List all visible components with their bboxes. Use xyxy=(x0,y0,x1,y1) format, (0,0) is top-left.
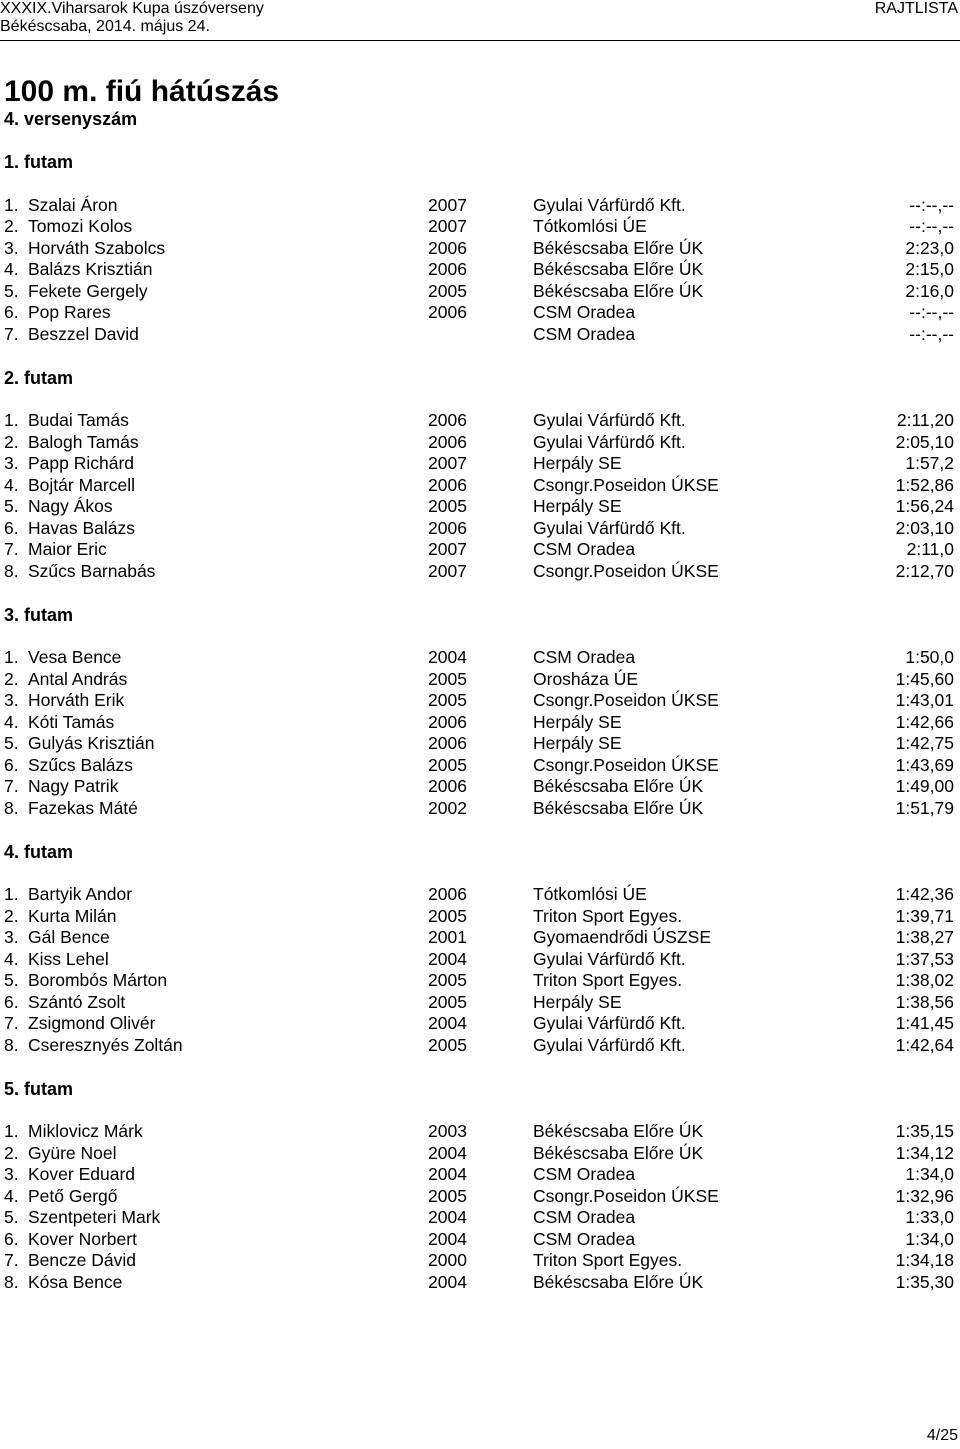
swimmer-name: Bencze Dávid xyxy=(28,1250,136,1270)
table-row xyxy=(4,647,956,669)
club-name: Tótkomlósi ÚE xyxy=(533,884,647,904)
competition-date-place: Békéscsaba, 2014. május 24. xyxy=(0,18,210,35)
birth-year: 2004 xyxy=(428,1013,467,1033)
lane-number: 6. xyxy=(4,302,19,322)
entry-time: 1:52,86 xyxy=(895,474,954,495)
birth-year: 2005 xyxy=(428,1185,467,1206)
swimmer-name: Bojtár Marcell xyxy=(28,474,135,495)
swimmer-name: Zsigmond Olivér xyxy=(28,1013,156,1033)
swimmer-name: Kover Norbert xyxy=(28,1228,137,1249)
swimmer-name: Kóti Tamás xyxy=(28,711,115,732)
birth-year: 2005 xyxy=(428,668,467,689)
birth-year: 2002 xyxy=(428,797,467,818)
club-name: Triton Sport Egyes. xyxy=(533,1250,683,1270)
swimmer-name: Havas Balázs xyxy=(28,517,135,538)
table-row xyxy=(4,970,956,992)
club-name: Csongr.Poseidon ÚKSE xyxy=(533,1185,719,1206)
lane-number: 2. xyxy=(4,905,19,926)
birth-year: 2001 xyxy=(428,927,467,947)
document-type: RAJTLISTA xyxy=(874,0,958,17)
club-name: Triton Sport Egyes. xyxy=(533,905,683,926)
club-name: Békéscsaba Előre ÚK xyxy=(533,280,704,301)
entry-time: 1:33,0 xyxy=(905,1207,954,1227)
lane-number: 4. xyxy=(4,711,19,732)
table-row xyxy=(4,518,956,540)
lane-number: 2. xyxy=(4,1142,19,1163)
entry-time: 1:42,64 xyxy=(895,1034,954,1055)
table-row xyxy=(4,1164,956,1186)
entry-time: --:--,-- xyxy=(909,216,954,236)
heat-section xyxy=(4,367,956,583)
heat-title: 1. futam xyxy=(4,152,74,172)
lane-number: 6. xyxy=(4,991,19,1012)
birth-year: 2006 xyxy=(428,711,467,732)
club-name: Triton Sport Egyes. xyxy=(533,970,683,990)
club-name: Herpály SE xyxy=(533,991,622,1012)
entry-time: 1:51,79 xyxy=(895,797,954,818)
entry-time: 2:16,0 xyxy=(905,280,954,301)
birth-year: 2007 xyxy=(428,194,467,215)
lane-number: 7. xyxy=(4,1250,19,1270)
entry-time: 1:43,69 xyxy=(895,754,954,775)
birth-year: 2007 xyxy=(428,560,467,581)
heat-title: 3. futam xyxy=(4,604,74,625)
lane-number: 1. xyxy=(4,194,19,215)
club-name: Gyulai Várfürdő Kft. xyxy=(533,194,686,215)
birth-year: 2000 xyxy=(428,1250,467,1270)
swimmer-name: Kurta Milán xyxy=(28,905,117,926)
lane-number: 8. xyxy=(4,797,19,818)
club-name: Békéscsaba Előre ÚK xyxy=(533,259,704,279)
entry-time: 1:35,15 xyxy=(895,1121,954,1141)
heat-section xyxy=(4,1078,956,1294)
birth-year: 2005 xyxy=(428,970,467,990)
entry-time: 2:23,0 xyxy=(905,237,954,258)
club-name: CSM Oradea xyxy=(533,302,636,322)
lane-number: 3. xyxy=(4,1164,19,1184)
table-row xyxy=(4,927,956,949)
table-row xyxy=(4,1013,956,1035)
heat-title: 5. futam xyxy=(4,1078,74,1099)
club-name: Gyulai Várfürdő Kft. xyxy=(533,1034,686,1055)
birth-year: 2006 xyxy=(428,474,467,495)
lane-number: 7. xyxy=(4,323,19,344)
swimmer-name: Kover Eduard xyxy=(28,1164,136,1184)
club-name: Békéscsaba Előre ÚK xyxy=(533,797,704,818)
entry-time: 1:34,0 xyxy=(905,1228,954,1249)
birth-year: 2007 xyxy=(428,453,467,473)
club-name: CSM Oradea xyxy=(533,323,636,344)
birth-year: 2004 xyxy=(428,1271,467,1292)
lane-number: 1. xyxy=(4,647,19,667)
table-row xyxy=(4,302,956,324)
lane-number: 5. xyxy=(4,970,19,990)
birth-year: 2006 xyxy=(428,776,467,796)
table-row xyxy=(4,561,956,583)
table-row xyxy=(4,324,956,346)
entry-time: 2:12,70 xyxy=(895,560,954,581)
table-row xyxy=(4,195,956,217)
swimmer-name: Bartyik Andor xyxy=(28,884,133,904)
table-row xyxy=(4,1272,956,1294)
birth-year: 2006 xyxy=(428,431,467,452)
club-name: Csongr.Poseidon ÚKSE xyxy=(533,754,719,775)
lane-number: 5. xyxy=(4,280,19,301)
birth-year: 2005 xyxy=(428,496,467,516)
club-name: Tótkomlósi ÚE xyxy=(533,216,647,236)
table-row xyxy=(4,733,956,755)
swimmer-name: Nagy Patrik xyxy=(28,776,119,796)
event-title: 100 m. fiú hátúszás xyxy=(4,75,280,108)
birth-year: 2006 xyxy=(428,410,467,430)
entry-time: 1:42,36 xyxy=(895,884,954,904)
swimmer-name: Maior Eric xyxy=(28,539,107,559)
table-row xyxy=(4,906,956,928)
swimmer-name: Cseresznyés Zoltán xyxy=(28,1034,183,1055)
entry-time: 2:15,0 xyxy=(905,259,954,279)
lane-number: 5. xyxy=(4,496,19,516)
club-name: Gyulai Várfürdő Kft. xyxy=(533,517,686,538)
birth-year: 2006 xyxy=(428,884,467,904)
table-row xyxy=(4,432,956,454)
entry-time: --:--,-- xyxy=(909,194,954,215)
lane-number: 1. xyxy=(4,1121,19,1141)
club-name: Herpály SE xyxy=(533,496,622,516)
swimmer-name: Tomozi Kolos xyxy=(28,216,133,236)
lane-number: 1. xyxy=(4,410,19,430)
club-name: CSM Oradea xyxy=(533,1228,636,1249)
birth-year: 2005 xyxy=(428,991,467,1012)
heat-section xyxy=(4,841,956,1057)
birth-year: 2006 xyxy=(428,259,467,279)
heat-title: 2. futam xyxy=(4,367,74,388)
club-name: Békéscsaba Előre ÚK xyxy=(533,237,704,258)
entry-time: 2:03,10 xyxy=(895,517,954,538)
birth-year: 2004 xyxy=(428,948,467,969)
table-row xyxy=(4,1229,956,1251)
club-name: Gyulai Várfürdő Kft. xyxy=(533,431,686,452)
entry-time: 1:56,24 xyxy=(895,496,954,516)
entry-time: --:--,-- xyxy=(909,302,954,322)
club-name: Herpály SE xyxy=(533,453,622,473)
club-name: Herpály SE xyxy=(533,733,622,753)
swimmer-name: Fazekas Máté xyxy=(28,797,138,818)
swimmer-name: Szentpeteri Mark xyxy=(28,1207,161,1227)
swimmer-name: Szűcs Barnabás xyxy=(28,560,156,581)
entry-time: 1:57,2 xyxy=(905,453,954,473)
heat-title: 4. futam xyxy=(4,841,74,862)
entry-time: 1:50,0 xyxy=(905,647,954,667)
swimmer-name: Kiss Lehel xyxy=(28,948,109,969)
lane-number: 8. xyxy=(4,1271,19,1292)
event-number: 4. versenyszám xyxy=(4,109,138,129)
entry-time: 1:38,27 xyxy=(895,927,954,947)
lane-number: 7. xyxy=(4,1013,19,1033)
lane-number: 1. xyxy=(4,884,19,904)
table-row xyxy=(4,669,956,691)
birth-year: 2005 xyxy=(428,690,467,710)
birth-year: 2006 xyxy=(428,517,467,538)
swimmer-name: Pop Rares xyxy=(28,302,111,322)
birth-year: 2005 xyxy=(428,905,467,926)
birth-year: 2007 xyxy=(428,216,467,236)
table-row xyxy=(4,1143,956,1165)
club-name: Gyulai Várfürdő Kft. xyxy=(533,1013,686,1033)
table-row xyxy=(4,712,956,734)
table-row xyxy=(4,453,956,475)
table-row xyxy=(4,798,956,820)
lane-number: 2. xyxy=(4,668,19,689)
lane-number: 6. xyxy=(4,517,19,538)
lane-number: 3. xyxy=(4,237,19,258)
table-row xyxy=(4,1207,956,1229)
swimmer-name: Balázs Krisztián xyxy=(28,259,153,279)
club-name: Csongr.Poseidon ÚKSE xyxy=(533,690,719,710)
entry-time: 2:05,10 xyxy=(895,431,954,452)
lane-number: 4. xyxy=(4,1185,19,1206)
swimmer-name: Budai Tamás xyxy=(28,410,129,430)
club-name: Csongr.Poseidon ÚKSE xyxy=(533,474,719,495)
entry-time: 1:34,0 xyxy=(905,1164,954,1184)
birth-year: 2004 xyxy=(428,1164,467,1184)
swimmer-name: Borombós Márton xyxy=(28,970,168,990)
lane-number: 6. xyxy=(4,754,19,775)
entry-time: 1:35,30 xyxy=(895,1271,954,1292)
entry-time: --:--,-- xyxy=(909,323,954,344)
swimmer-name: Pető Gergő xyxy=(28,1185,118,1206)
lane-number: 3. xyxy=(4,453,19,473)
swimmer-name: Balogh Tamás xyxy=(28,431,139,452)
swimmer-name: Nagy Ákos xyxy=(28,496,113,516)
club-name: Gyulai Várfürdő Kft. xyxy=(533,948,686,969)
table-row xyxy=(4,1035,956,1057)
swimmer-name: Szűcs Balázs xyxy=(28,754,134,775)
swimmer-name: Gál Bence xyxy=(28,927,110,947)
club-name: Herpály SE xyxy=(533,711,622,732)
table-row xyxy=(4,776,956,798)
birth-year: 2004 xyxy=(428,1228,467,1249)
birth-year: 2004 xyxy=(428,1207,467,1227)
swimmer-name: Antal András xyxy=(28,668,128,689)
lane-number: 8. xyxy=(4,1034,19,1055)
table-row xyxy=(4,238,956,260)
entry-time: 1:39,71 xyxy=(895,905,954,926)
table-row xyxy=(4,1121,956,1143)
lane-number: 2. xyxy=(4,431,19,452)
entry-time: 1:34,12 xyxy=(895,1142,954,1163)
swimmer-name: Beszzel David xyxy=(28,323,139,344)
table-row xyxy=(4,992,956,1014)
page-header xyxy=(0,0,960,42)
club-name: Gyulai Várfürdő Kft. xyxy=(533,410,686,430)
club-name: Békéscsaba Előre ÚK xyxy=(533,776,704,796)
entry-time: 1:42,66 xyxy=(895,711,954,732)
table-row xyxy=(4,496,956,518)
entry-time: 1:45,60 xyxy=(895,668,954,689)
club-name: Békéscsaba Előre ÚK xyxy=(533,1271,704,1292)
entry-time: 1:41,45 xyxy=(895,1013,954,1033)
swimmer-name: Szántó Zsolt xyxy=(28,991,126,1012)
birth-year: 2005 xyxy=(428,754,467,775)
table-row xyxy=(4,1250,956,1272)
birth-year: 2005 xyxy=(428,1034,467,1055)
swimmer-name: Miklovicz Márk xyxy=(28,1121,143,1141)
entry-time: 1:43,01 xyxy=(895,690,954,710)
club-name: Békéscsaba Előre ÚK xyxy=(533,1142,704,1163)
heat-section xyxy=(4,604,956,820)
heat-section xyxy=(4,151,956,345)
table-row xyxy=(4,755,956,777)
lane-number: 5. xyxy=(4,733,19,753)
table-row xyxy=(4,884,956,906)
lane-number: 4. xyxy=(4,474,19,495)
table-row xyxy=(4,690,956,712)
swimmer-name: Horváth Szabolcs xyxy=(28,237,166,258)
entry-time: 1:49,00 xyxy=(895,776,954,796)
swimmer-name: Szalai Áron xyxy=(28,194,118,215)
entry-time: 1:32,96 xyxy=(895,1185,954,1206)
birth-year: 2004 xyxy=(428,1142,467,1163)
club-name: Gyomaendrődi ÚSZSE xyxy=(533,927,711,947)
entry-time: 2:11,20 xyxy=(896,410,954,430)
lane-number: 8. xyxy=(4,560,19,581)
lane-number: 4. xyxy=(4,948,19,969)
lane-number: 3. xyxy=(4,927,19,947)
table-row xyxy=(4,539,956,561)
competition-name: XXXIX.Viharsarok Kupa úszóverseny xyxy=(0,0,264,17)
birth-year: 2007 xyxy=(428,539,467,559)
swimmer-name: Gulyás Krisztián xyxy=(28,733,155,753)
swimmer-name: Fekete Gergely xyxy=(28,280,148,301)
club-name: Csongr.Poseidon ÚKSE xyxy=(533,560,719,581)
birth-year: 2006 xyxy=(428,733,467,753)
entry-time: 1:38,56 xyxy=(895,991,954,1012)
heats-list xyxy=(4,151,956,1315)
birth-year: 2006 xyxy=(428,302,467,322)
swimmer-name: Vesa Bence xyxy=(28,647,122,667)
swimmer-name: Horváth Erik xyxy=(28,690,125,710)
table-row xyxy=(4,1186,956,1208)
entry-time: 2:11,0 xyxy=(906,539,954,559)
page-number: 4/25 xyxy=(926,1427,958,1444)
swimmer-name: Papp Richárd xyxy=(28,453,135,473)
table-row xyxy=(4,216,956,238)
birth-year: 2004 xyxy=(428,647,467,667)
lane-number: 5. xyxy=(4,1207,19,1227)
table-row xyxy=(4,475,956,497)
entry-time: 1:42,75 xyxy=(895,733,954,753)
lane-number: 7. xyxy=(4,539,19,559)
table-row xyxy=(4,281,956,303)
header-divider xyxy=(0,40,960,41)
swimmer-name: Kósa Bence xyxy=(28,1271,123,1292)
birth-year: 2005 xyxy=(428,280,467,301)
lane-number: 4. xyxy=(4,259,19,279)
lane-number: 3. xyxy=(4,690,19,710)
table-row xyxy=(4,410,956,432)
entry-time: 1:34,18 xyxy=(895,1250,954,1270)
club-name: CSM Oradea xyxy=(533,1207,636,1227)
club-name: CSM Oradea xyxy=(533,647,636,667)
club-name: CSM Oradea xyxy=(533,539,636,559)
entry-time: 1:37,53 xyxy=(895,948,954,969)
club-name: Orosháza ÚE xyxy=(533,668,639,689)
swimmer-name: Gyüre Noel xyxy=(28,1142,117,1163)
club-name: Békéscsaba Előre ÚK xyxy=(533,1121,704,1141)
lane-number: 7. xyxy=(4,776,19,796)
entry-time: 1:38,02 xyxy=(895,970,954,990)
birth-year: 2003 xyxy=(428,1121,467,1141)
club-name: CSM Oradea xyxy=(533,1164,636,1184)
table-row xyxy=(4,259,956,281)
lane-number: 2. xyxy=(4,216,19,236)
table-row xyxy=(4,949,956,971)
birth-year: 2006 xyxy=(428,237,467,258)
lane-number: 6. xyxy=(4,1228,19,1249)
